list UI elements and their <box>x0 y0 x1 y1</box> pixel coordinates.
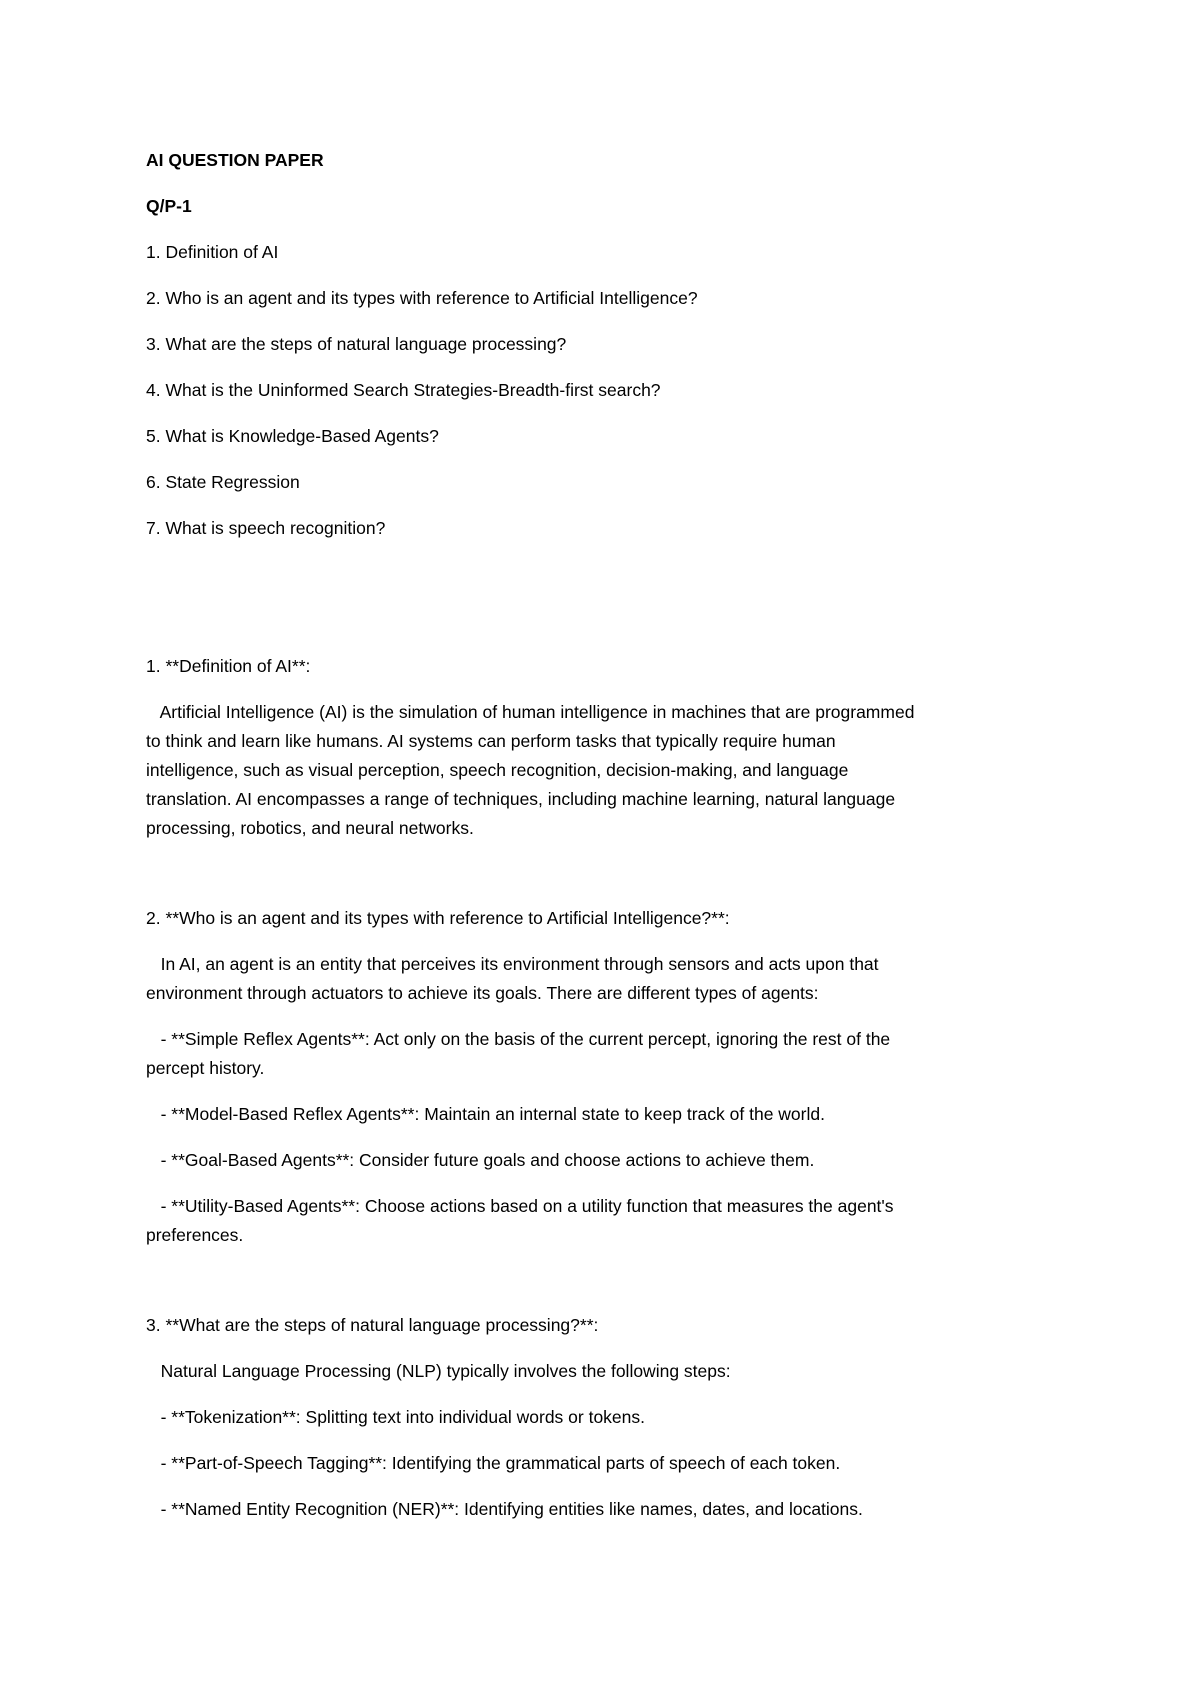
answer-1-heading: 1. **Definition of AI**: <box>146 656 311 676</box>
answer-1-line: to think and learn like humans. AI systems can perform tasks that typically require human <box>146 731 836 751</box>
document-title: AI QUESTION PAPER <box>146 150 324 170</box>
question-4: 4. What is the Uninformed Search Strategies-Breadth-first search? <box>146 380 661 400</box>
agent-type-goal-based: - **Goal-Based Agents**: Consider future goals and choose actions to achieve them. <box>146 1150 815 1170</box>
question-5: 5. What is Knowledge-Based Agents? <box>146 426 439 446</box>
agent-type-model-based: - **Model-Based Reflex Agents**: Maintain an internal state to keep track of the world. <box>146 1104 825 1124</box>
nlp-step-tokenization: - **Tokenization**: Splitting text into individual words or tokens. <box>146 1407 646 1427</box>
answer-3-heading: 3. **What are the steps of natural language processing?**: <box>146 1315 599 1335</box>
nlp-step-pos-tagging: - **Part-of-Speech Tagging**: Identifying the grammatical parts of speech of each token. <box>146 1453 841 1473</box>
answer-1-line: Artificial Intelligence (AI) is the simulation of human intelligence in machines that are programmed <box>146 702 915 722</box>
answer-1-line: intelligence, such as visual perception, speech recognition, decision-making, and language <box>146 760 849 780</box>
nlp-step-ner: - **Named Entity Recognition (NER)**: Identifying entities like names, dates, and locations. <box>146 1499 863 1519</box>
answer-2-intro-line: In AI, an agent is an entity that perceives its environment through sensors and acts upon that <box>146 954 879 974</box>
agent-type-simple-reflex-cont: percept history. <box>146 1058 265 1078</box>
question-7: 7. What is speech recognition? <box>146 518 386 538</box>
question-6: 6. State Regression <box>146 472 300 492</box>
answer-1-line: translation. AI encompasses a range of techniques, including machine learning, natural language <box>146 789 896 809</box>
question-2: 2. Who is an agent and its types with reference to Artificial Intelligence? <box>146 288 698 308</box>
question-3: 3. What are the steps of natural language processing? <box>146 334 567 354</box>
answer-2-heading: 2. **Who is an agent and its types with reference to Artificial Intelligence?**: <box>146 908 730 928</box>
agent-type-utility-based-cont: preferences. <box>146 1225 244 1245</box>
paper-code: Q/P-1 <box>146 196 192 216</box>
agent-type-utility-based: - **Utility-Based Agents**: Choose actions based on a utility function that measures the agent's <box>146 1196 894 1216</box>
question-1: 1. Definition of AI <box>146 242 279 262</box>
answer-1-line: processing, robotics, and neural networks. <box>146 818 474 838</box>
answer-2-intro-line: environment through actuators to achieve its goals. There are different types of agents: <box>146 983 819 1003</box>
answer-3-intro: Natural Language Processing (NLP) typically involves the following steps: <box>146 1361 731 1381</box>
agent-type-simple-reflex: - **Simple Reflex Agents**: Act only on the basis of the current percept, ignoring the rest of the <box>146 1029 891 1049</box>
